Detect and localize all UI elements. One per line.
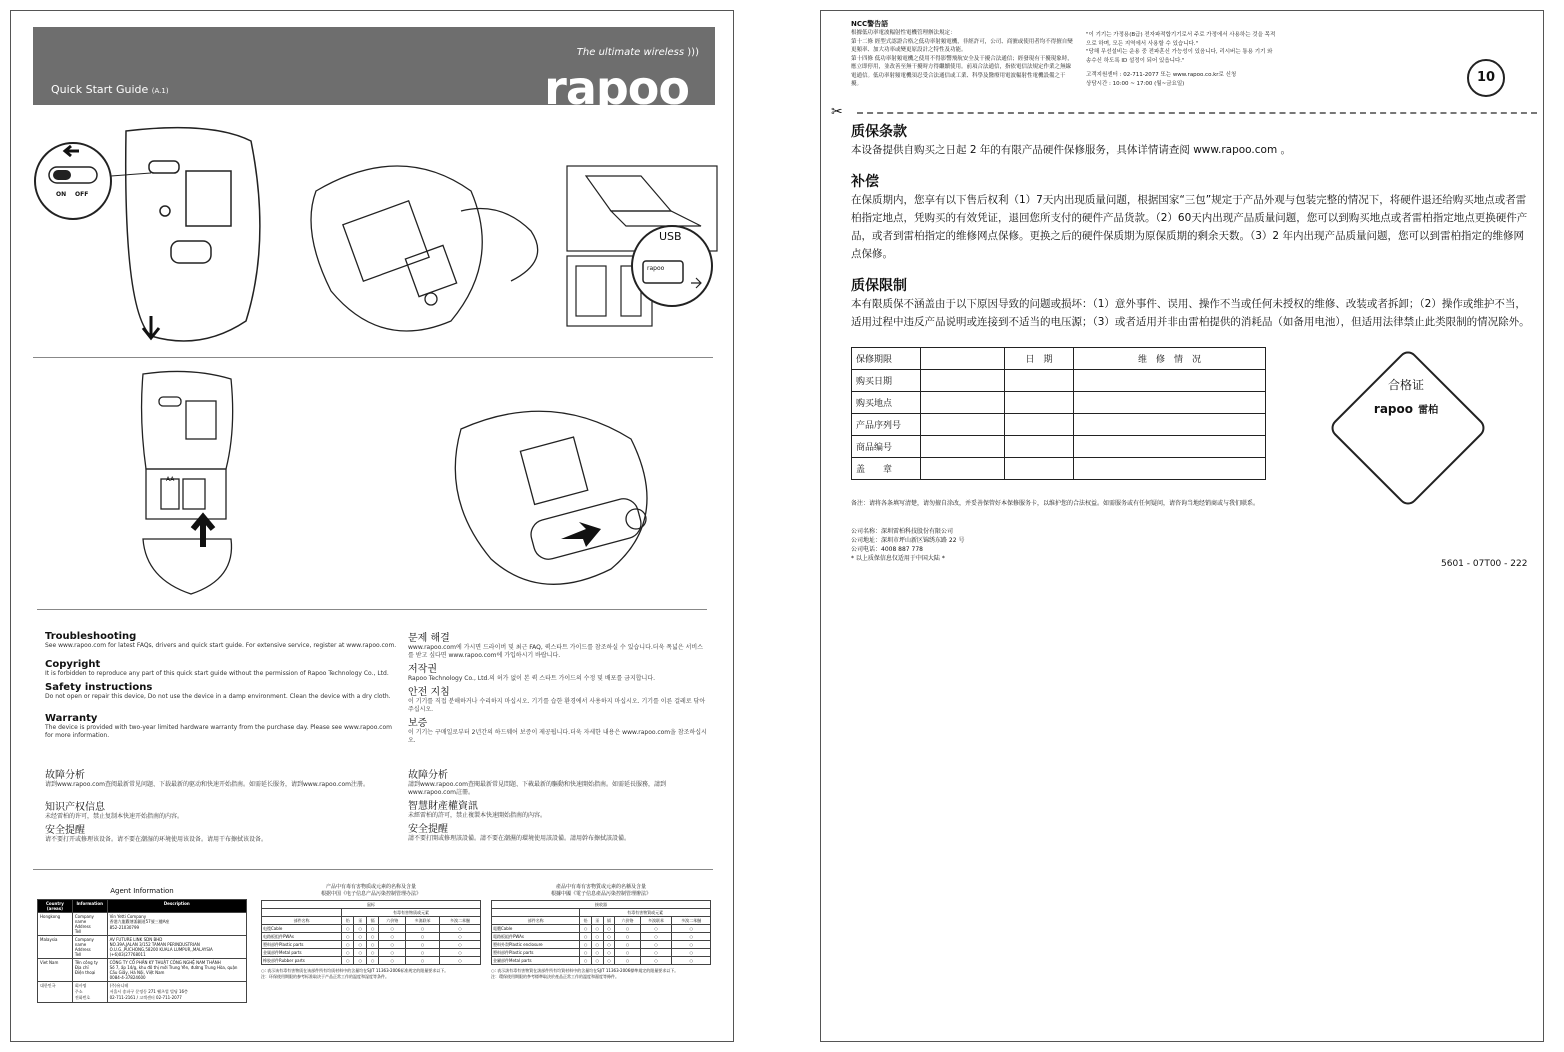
hazard-table	[261, 900, 481, 965]
hazard-mark: ○	[672, 957, 711, 965]
hazard-row-label: 電路板組件PWAs	[492, 933, 580, 941]
mouse-battery-slot	[455, 411, 647, 584]
hazard-mark: ○	[591, 925, 603, 933]
warranty-card-table	[851, 347, 1266, 480]
ncc-notice	[851, 19, 1076, 89]
agent-country: 대한민국	[38, 982, 73, 1003]
agent-desc: Vin Yetti Company 香港九龍觀塘鴻圖道57號三樓A座 852-21030799	[107, 913, 246, 936]
agent-header: Description	[107, 900, 246, 913]
table-row	[38, 959, 247, 982]
hazard-mark: ○	[354, 941, 366, 949]
note-text: 备注：请将各条填写清楚，请勿擅自涂改，并妥善保管好本保修服务卡，以维护您的合法权益。如需服务或有任何疑问，请咨询当地经销商或与我们联系。	[851, 500, 1260, 507]
hazard-mark: ○	[672, 949, 711, 957]
hazard-title: 产品中有毒有害物质或元素的名称及含量	[325, 884, 416, 890]
hazard-row-label: 塑料部件Plastic parts	[262, 941, 342, 949]
hazard-col: 汞	[591, 917, 603, 925]
warranty-text: 本设备提供自购买之日起 2 年的有限产品硬件保修服务，具体详情请查阅 www.rapoo.com 。	[851, 144, 1292, 156]
kr-text-1: www.rapoo.com에 가시면 드라이버 및 최근 FAQ, 퀵스타트 가이드를 참조하실 수 있습니다.더욱 폭넓은 서비스를 받고 싶다면 www.rapoo.com에 가입하시기 바랍니다.	[408, 644, 703, 659]
certificate-badge	[1327, 347, 1488, 508]
zh-t-text-2: 未經雷柏的許可，禁止複製本快速開始指南的內容。	[408, 812, 547, 819]
arrow-up-icon	[193, 517, 213, 547]
hazard-note: ○: 表示该有毒有害物质在该部件所有均质材料中的含量均在SJ/T 11363-2006标准规定的限量要求以下。	[261, 968, 449, 973]
eco-period-icon	[1467, 59, 1505, 97]
hazard-mark: ○	[354, 933, 366, 941]
table-row	[492, 949, 711, 957]
hazard-col: 汞	[354, 917, 366, 925]
zh-s-text-3: 请不要打开或修理该设备。请不要在潮湿的环境使用该设备。请用干布擦拭该设备。	[45, 836, 268, 843]
warranty-title: Warranty	[45, 713, 98, 724]
hazard-row-label: 金屬部件Metal parts	[492, 957, 580, 965]
hazard-mark: ○	[379, 933, 406, 941]
hazard-row-label: 塑料外殼Plastic enclosure	[492, 941, 580, 949]
mouse-cover-open	[142, 371, 233, 594]
hazard-row-label: 电路板组件PWAs	[262, 933, 342, 941]
hazard-mark: ○	[341, 925, 353, 933]
zh-t-text-3: 請不要打開或修理該設備。請不要在潮濕的環境使用該設備。請用幹布擦拭該設備。	[408, 835, 631, 842]
hazard-mark: ○	[354, 957, 366, 965]
table-cell: 维 修 情 况	[1074, 348, 1266, 370]
table-row	[262, 925, 481, 933]
copyright-title: Copyright	[45, 659, 101, 670]
hazard-mark: ○	[354, 925, 366, 933]
hazard-subtitle: 根據中國《電子信息產品污染控制管理辦法》	[550, 891, 651, 897]
english-section	[45, 631, 400, 740]
agent-info-cell: Company name Address Tell	[72, 936, 107, 959]
hazard-mark: ○	[603, 925, 615, 933]
hazard-col: 铅	[341, 917, 353, 925]
zh-s-title-3: 安全提醒	[45, 825, 85, 836]
hazard-mark: ○	[406, 925, 440, 933]
hazard-table	[491, 900, 711, 965]
agent-desc: CÔNG TY CỔ PHẦN KỸ THUẬT CÔNG NGHỆ NAM THÀNH Số 7, ấp 14/g, khu đô thị mới Trung Yên, đường Trung Hòa, quận Cầu Giấy, Hà Nội, Việt Nam 0084-4-37824600	[107, 959, 246, 982]
rapoo-logo: rapoo	[544, 61, 689, 115]
hazard-note-2: 注：环保使用期限的参考标准取决于产品正常工作的温度和湿度等条件。	[261, 974, 389, 979]
hazard-mark: ○	[672, 925, 711, 933]
table-row	[38, 913, 247, 936]
table-cell: 保修期限	[852, 348, 921, 370]
table-row	[262, 933, 481, 941]
hazard-mark: ○	[406, 949, 440, 957]
hazard-mark: ○	[615, 949, 640, 957]
divider	[33, 869, 713, 870]
kr-title-4: 보증	[408, 718, 428, 729]
hazard-mark: ○	[640, 957, 672, 965]
hazard-mark: ○	[366, 957, 378, 965]
hazard-note: ○: 表示該有毒有害物質在該部件所有均質材料中的含量均在SJ/T 11363-2006標準規定的限量要求以下。	[491, 968, 679, 973]
agent-desc: AV FUTURE LINK SDN BHD NO.39A,JALAN 3/152 TAMAN PERINDUSTRIAN O.U.G.,PUCHONG,58200 KUALA LUMPUR,,MALAYSIA (+6)03)27768011	[107, 936, 246, 959]
hazard-mark: ○	[439, 933, 480, 941]
hazard-col: 六价铬	[379, 917, 406, 925]
hazard-mark: ○	[366, 933, 378, 941]
switch-off-label: OFF	[75, 191, 89, 198]
hazard-mark: ○	[580, 941, 592, 949]
hazard-note-2: 注：環保使用期限的參考標準取決於產品正常工作的溫度和濕度等條件。	[491, 974, 619, 979]
hazard-mark: ○	[354, 949, 366, 957]
table-cell: 购买地点	[852, 392, 921, 414]
power-switch-zoom	[35, 143, 151, 219]
agent-header: Information	[72, 900, 107, 913]
table-row	[492, 957, 711, 965]
hazard-section: 鼠标	[262, 901, 481, 909]
ncc-title: NCC警告語	[851, 20, 889, 28]
hazard-row-label: 電纜Cable	[492, 925, 580, 933]
hazard-mark: ○	[640, 949, 672, 957]
hazard-mark: ○	[640, 925, 672, 933]
setup-illustrations-row1	[31, 121, 721, 361]
hazard-mark: ○	[640, 933, 672, 941]
hazard-mark: ○	[366, 941, 378, 949]
divider	[33, 357, 713, 358]
safety-text: Do not open or repair this device, Do not use the device in a damp environment. Clean the device with a dry cloth.	[45, 693, 391, 700]
eco-number: 10	[1476, 70, 1496, 85]
hazard-mark: ○	[580, 957, 592, 965]
troubleshooting-text: See www.rapoo.com for latest FAQs, drivers and quick start guide. For extensive service, register at www.rapoo.com.	[45, 642, 397, 649]
zh-s-text-2: 未经雷柏的许可，禁止复制本快速开始指南的内容。	[45, 813, 184, 820]
hazard-mark: ○	[379, 941, 406, 949]
setup-illustrations-row2	[131, 369, 691, 609]
hazard-mark: ○	[341, 949, 353, 957]
right-page	[820, 10, 1544, 1042]
hazard-mark: ○	[591, 941, 603, 949]
hazard-group: 有毒有害物质或元素	[341, 909, 480, 917]
hazard-col: 多溴联苯	[406, 917, 440, 925]
hazard-mark: ○	[379, 957, 406, 965]
hazard-mark: ○	[603, 941, 615, 949]
hazard-group: 有毒有害物質或元素	[580, 909, 711, 917]
safety-title: Safety instructions	[45, 682, 153, 693]
hazard-mark: ○	[603, 957, 615, 965]
kr-text-4: 이 기기는 구매일로부터 2년간의 하드웨어 보증이 제공됩니다.더욱 자세한 내용은 www.rapoo.com을 참조하십시오.	[408, 729, 707, 744]
ncc-text: 根據低功率電波輻射性電機管理辦法規定： 第十二條 經型式認證合格之低功率射頻電機，非經許可，公司、商號或使用者均不得擅自變更頻率、加大功率或變更原設計之特性及功能。 第十四條 低功率射頻電機之使用不得影響飛航安全及干擾合法通信；經發現有干擾現象時，應立即停用，並改善至無干擾時方得繼續使用。前項合法通信，指依電信法規定作業之無線電通信。低功率射頻電機須忍受合法通信或工業、科學及醫療用電波輻射性電機設備之干擾。	[851, 30, 1073, 87]
mouse-battery-insert	[311, 166, 538, 331]
agent-info-cell: Company name Address Tell	[72, 913, 107, 936]
hazard-col: 部件名称	[492, 917, 580, 925]
hazard-mark: ○	[591, 933, 603, 941]
arrow-down-icon	[143, 316, 159, 338]
zh-t-title-2: 智慧財產權資訊	[408, 801, 478, 812]
table-row	[852, 370, 1266, 392]
kr-notice-text: "이 기기는 가정용(B급) 전자파적합기기로서 주로 가정에서 사용하는 것을 목적으로 하며, 모든 지역에서 사용할 수 있습니다." "당해 무선설비는 운용 중 전파혼신 가능성이 있음니다, 리시버는 통용 기기 와 송수신 하도록 ID 설정이 되어 있읍니다."	[1086, 32, 1276, 64]
agent-info-cell: 회사명 주소 전화번호	[72, 982, 107, 1003]
hazard-col: 多溴二苯醚	[672, 917, 711, 925]
kr-text-2: Rapoo Technology Co., Ltd.의 허가 없이 본 퀵 스타트 가이드의 수정 및 배포를 금지합니다.	[408, 675, 656, 682]
kr-notice	[1086, 31, 1276, 88]
hazard-table-traditional	[491, 883, 711, 980]
kr-title-1: 문제 해결	[408, 633, 450, 644]
agent-country: Malaysia	[38, 936, 73, 959]
zh-t-text-1: 請到www.rapoo.com查閱最新常見問題、下載最新的驅動和快速開始指南。如需延長服務，請到www.rapoo.com註冊。	[408, 781, 666, 796]
table-row	[262, 941, 481, 949]
warranty-section	[851, 121, 1531, 331]
table-row	[492, 925, 711, 933]
dongle-brand: rapoo	[647, 265, 665, 272]
hazard-mark: ○	[379, 949, 406, 957]
agent-info	[37, 887, 247, 1003]
certificate-logo: rapoo	[1373, 402, 1413, 416]
table-cell: 产品序列号	[852, 414, 921, 436]
hazard-mark: ○	[341, 933, 353, 941]
hazard-title: 產品中有毒有害物質或元素的名稱及含量	[555, 884, 646, 890]
hazard-mark: ○	[439, 949, 480, 957]
hazard-subtitle: 根据中国《电子信息产品污染控制管理办法》	[320, 891, 421, 897]
hazard-mark: ○	[580, 949, 592, 957]
hazard-mark: ○	[406, 941, 440, 949]
kr-title-2: 저작권	[408, 664, 437, 675]
copyright-text: It is forbidden to reproduce any part of this quick start guide without the permission of Rapoo Technology Co., Ltd.	[45, 670, 389, 677]
hazard-mark: ○	[406, 957, 440, 965]
limits-text: 本有限质保不涵盖由于以下原因导致的问题或损坏：（1）意外事件、误用、操作不当或任何未授权的维修、改装或者拆卸；（2）操作或维护不当，适用过程中违反产品说明或连接到不适当的电压源；（3）或者适用并非由雷柏提供的消耗品（如备用电池），但适用法律禁止此类限制的情况除外。	[851, 298, 1530, 328]
table-row	[852, 414, 1266, 436]
hazard-section: 接收器	[492, 901, 711, 909]
hazard-mark: ○	[615, 941, 640, 949]
hazard-mark: ○	[615, 957, 640, 965]
agent-header: Country (areas)	[38, 900, 73, 913]
hazard-mark: ○	[379, 925, 406, 933]
zh-s-title-1: 故障分析	[45, 770, 85, 781]
table-row	[38, 936, 247, 959]
troubleshooting-title: Troubleshooting	[45, 631, 137, 642]
hazard-col: 六价铬	[615, 917, 640, 925]
hazard-mark: ○	[580, 933, 592, 941]
table-row	[492, 941, 711, 949]
hazard-mark: ○	[580, 925, 592, 933]
certificate-title: 合格证	[1387, 378, 1424, 392]
switch-on-label: ON	[56, 191, 67, 198]
hazard-col: 多溴联苯	[640, 917, 672, 925]
hazard-row-label: 金属部件Metal parts	[262, 949, 342, 957]
hazard-mark: ○	[591, 949, 603, 957]
hazard-mark: ○	[672, 941, 711, 949]
agent-desc: (주)유니테 서울시 송파구 문정동 271 웰츠업 빌딩 16층 02-711-2161 / 고객센터 02-711-2077	[107, 982, 246, 1003]
compensation-text: 在保质期内，您享有以下售后权利（1）7天内出现质量问题，根据国家“三包”规定于产品外观与包装完整的情况下，将硬件退还给购买地点或者雷柏指定地点，凭购买的有效凭证，退回您所支付的硬件产品货款。（2）60天内出现产品质量问题，您可以到购买地点或者雷柏指定地点更换硬件产品，或者到雷柏指定的维修网点保修。更换之后的硬件保质期为原保质期的剩余天数。（3）2 年内出现产品质量问题，您可以到雷柏指定的维修网点保修。	[851, 194, 1528, 260]
agent-info-cell: Tên công ty Địa chỉ Điện thoại	[72, 959, 107, 982]
warranty-title: 质保条款	[851, 124, 907, 140]
hazard-mark: ○	[406, 933, 440, 941]
limits-title: 质保限制	[851, 278, 907, 294]
hazard-col: 镉	[366, 917, 378, 925]
table-cell: 盖 章	[852, 458, 921, 480]
header-banner	[33, 27, 715, 115]
hazard-mark: ○	[615, 925, 640, 933]
hazard-col: 部件名称	[262, 917, 342, 925]
korean-section	[408, 629, 708, 745]
table-row	[492, 933, 711, 941]
agent-title: Agent Information	[110, 887, 174, 895]
agent-country: Hongkong	[38, 913, 73, 936]
chinese-simplified-section	[45, 766, 400, 844]
hazard-mark: ○	[341, 941, 353, 949]
agent-country: Viet Nam	[38, 959, 73, 982]
part-number: 5601 - 07T00 - 222	[1441, 559, 1528, 569]
table-row	[262, 957, 481, 965]
hazard-mark: ○	[672, 933, 711, 941]
certificate-cn: 雷柏	[1418, 405, 1439, 416]
table-row	[852, 436, 1266, 458]
table-row	[852, 348, 1266, 370]
agent-table	[37, 899, 247, 1003]
hazard-mark: ○	[603, 949, 615, 957]
zh-t-title-3: 安全提醒	[408, 824, 448, 835]
hazard-row-label: 电缆Cable	[262, 925, 342, 933]
hazard-mark: ○	[591, 957, 603, 965]
hazard-mark: ○	[366, 925, 378, 933]
hazard-mark: ○	[603, 933, 615, 941]
battery-label: AA	[166, 476, 175, 483]
table-cell: 日 期	[1005, 348, 1074, 370]
hazard-mark: ○	[640, 941, 672, 949]
left-page	[10, 10, 734, 1042]
table-cell: 购买日期	[852, 370, 921, 392]
tagline: The ultimate wireless )))	[576, 47, 699, 58]
hazard-col: 多溴二苯醚	[439, 917, 480, 925]
zh-t-title-1: 故障分析	[408, 770, 448, 781]
certificate-brand	[1356, 398, 1456, 417]
table-row	[852, 458, 1266, 480]
hazard-mark: ○	[439, 957, 480, 965]
kr-title-3: 안전 지침	[408, 687, 450, 698]
scissors-icon: ✂	[831, 104, 843, 120]
hazard-mark: ○	[341, 957, 353, 965]
guide-title: Quick Start Guide (A.1)	[51, 83, 169, 96]
hazard-col: 镉	[603, 917, 615, 925]
table-row	[262, 949, 481, 957]
kr-contact: 고객지원센터 : 02-711-2077 또는 www.rapoo.co.kr로 신청 상담시간 : 10:00 ~ 17:00 (월~금요일)	[1086, 72, 1237, 87]
hazard-table-simplified	[261, 883, 481, 980]
hazard-mark: ○	[366, 949, 378, 957]
hazard-mark: ○	[439, 941, 480, 949]
usb-label: USB	[659, 230, 682, 243]
compensation-title: 补偿	[851, 174, 879, 190]
hazard-row-label: 塑料部件Plastic parts	[492, 949, 580, 957]
zh-s-text-1: 请到www.rapoo.com查阅最新常见问题、下载最新的驱动和快速开始指南。如需延长服务，请到www.rapoo.com注册。	[45, 781, 369, 788]
hazard-col: 铅	[580, 917, 592, 925]
mouse-bottom-view	[126, 128, 260, 341]
table-cell: 商品编号	[852, 436, 921, 458]
chinese-traditional-section	[408, 766, 708, 843]
hazard-mark: ○	[615, 933, 640, 941]
kr-text-3: 이 기기를 직접 분해하거나 수리하지 마십시오. 기기를 습한 환경에서 사용하지 마십시오. 기기를 이른 걸레로 닦아주십시오.	[408, 698, 706, 713]
arrow-insert-icon	[561, 522, 601, 547]
zh-s-title-2: 知识产权信息	[45, 802, 105, 813]
hazard-mark: ○	[439, 925, 480, 933]
company-info: 公司名称：深圳雷柏科技股份有限公司 公司地址：深圳市坪山新区锦绣东路 22 号 公司电话：4008 887 778 * 以上质保信息仅适用于中国大陆 *	[851, 528, 965, 562]
warranty-text: The device is provided with two-year limited hardware warranty from the purchase day. Please see www.rapoo.com for more information.	[45, 724, 392, 739]
hazard-row-label: 橡胶部件Rubber parts	[262, 957, 342, 965]
table-row	[38, 982, 247, 1003]
cut-line	[857, 112, 1537, 114]
table-row	[852, 392, 1266, 414]
divider	[37, 609, 707, 610]
